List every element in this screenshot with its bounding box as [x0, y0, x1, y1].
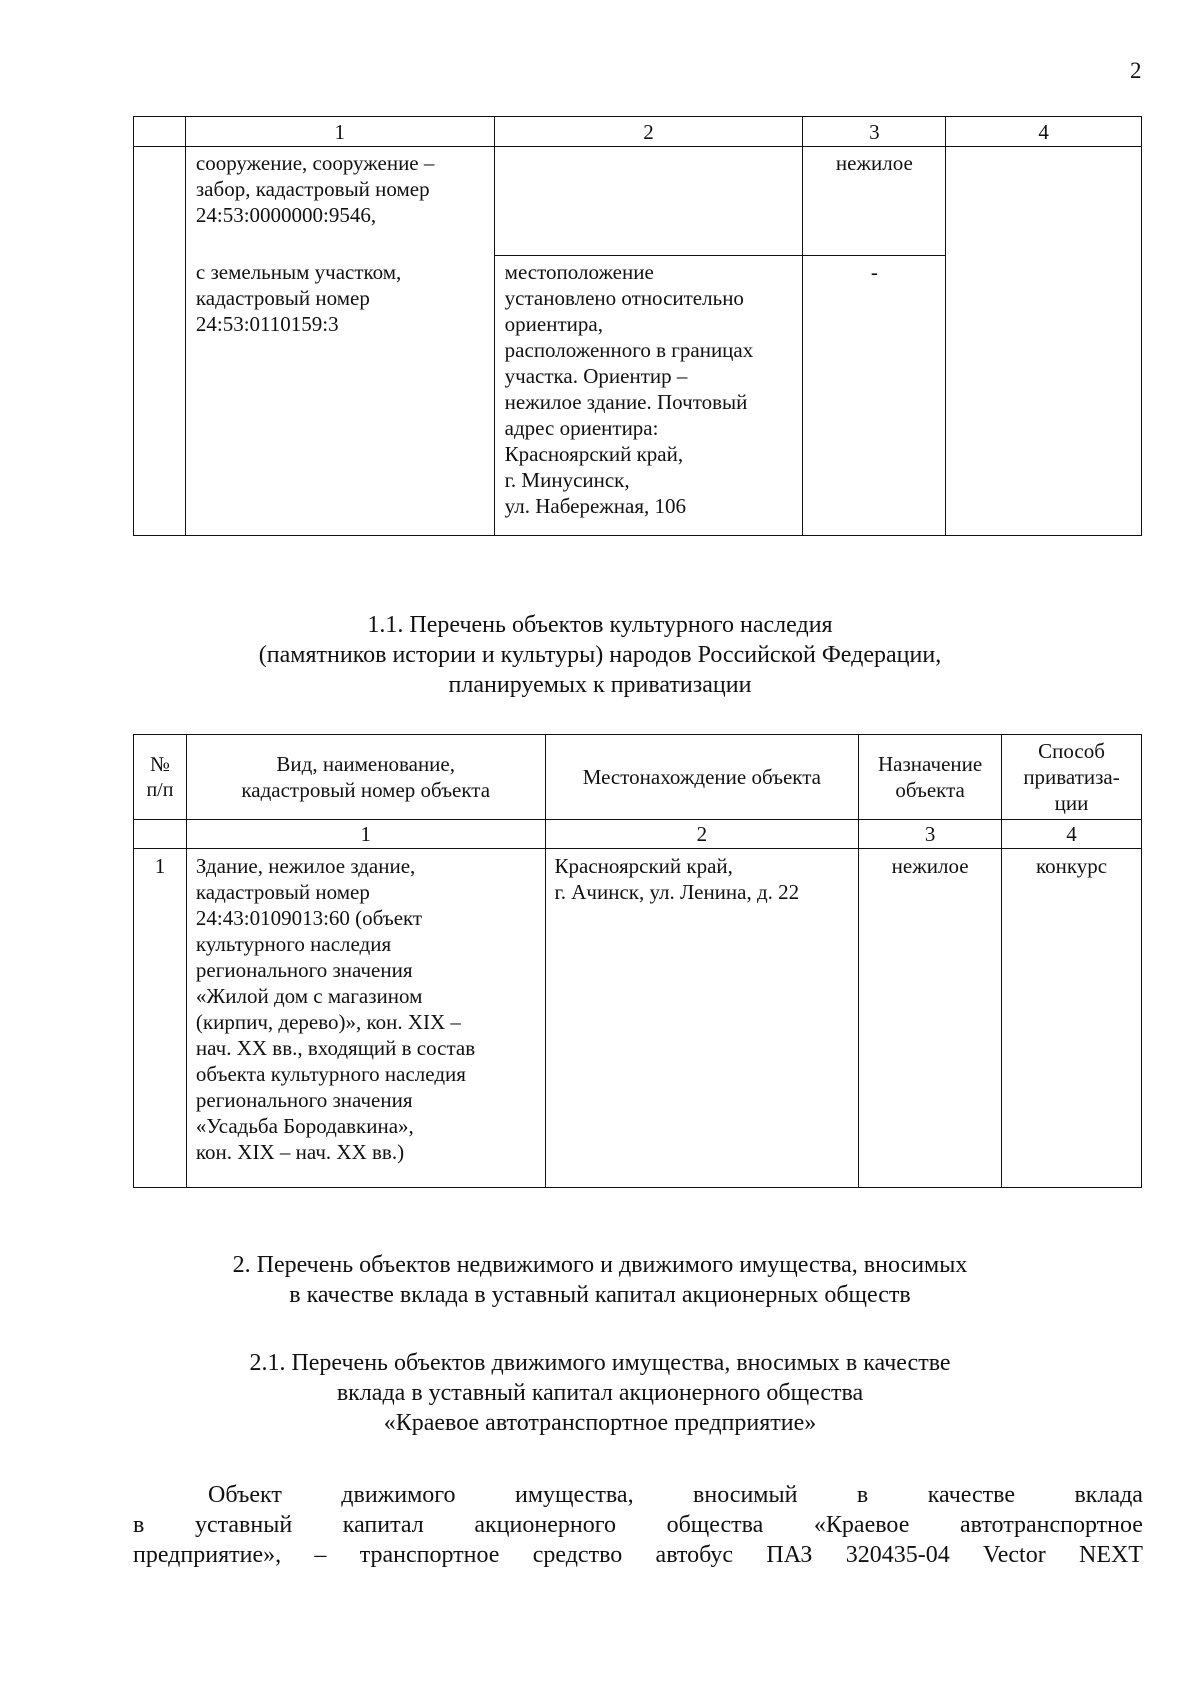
section-heading-2-1: 2.1. Перечень объектов движимого имущества, вносимых в качестве вклада в уставный капитал акционерного общества «Краевое автотранспортное предприятие»: [249, 1350, 951, 1436]
objects-table-continuation: [133, 116, 1142, 536]
purpose-cell: нежилое: [859, 849, 1002, 1188]
cultural-heritage-table: [133, 734, 1142, 1188]
header-cell: 2: [494, 117, 803, 147]
method-cell: [946, 147, 1142, 536]
purpose-cell: нежилое: [803, 147, 946, 256]
header-location: Местонахождение объекта: [545, 735, 859, 820]
header-method: Способ приватиза- ции: [1002, 735, 1142, 820]
section-heading-1-1: 1.1. Перечень объектов культурного наследия (памятников истории и культуры) народов Российской Федерации, планируемых к приватизации: [258, 612, 942, 698]
table-row: [134, 147, 1142, 256]
header-cell: 4: [946, 117, 1142, 147]
location-cell: [494, 147, 803, 256]
paragraph-line: в уставный капитал акционерного общества «Краевое автотранспортное: [133, 1512, 1143, 1538]
location-cell: Красноярский край, г. Ачинск, ул. Ленина, д. 22: [545, 849, 859, 1188]
method-cell: конкурс: [1002, 849, 1142, 1188]
object-cell: сооружение, сооружение – забор, кадастровый номер 24:53:0000000:9546,: [185, 147, 494, 256]
column-number: 3: [859, 820, 1002, 849]
purpose-cell: -: [803, 256, 946, 536]
section-heading-2: 2. Перечень объектов недвижимого и движимого имущества, вносимых в качестве вклада в уставный капитал акционерных обществ: [232, 1252, 968, 1308]
header-cell: 3: [803, 117, 946, 147]
page-number: 2: [1130, 58, 1142, 83]
table-header-row: [134, 117, 1142, 147]
object-cell: Здание, нежилое здание, кадастровый номер 24:43:0109013:60 (объект культурного наследия регионального значения «Жилой дом с магазином (кирпич, дерево)», кон. XIX – нач. XX вв., входящий в состав объекта культурного наследия регионального значения «Усадьба Бородавкина», кон. XIX – нач. XX вв.): [186, 849, 545, 1188]
header-purpose: Назначение объекта: [859, 735, 1002, 820]
body-paragraph: [133, 1480, 1143, 1570]
header-num: № п/п: [134, 735, 187, 820]
column-number: 1: [186, 820, 545, 849]
column-number-row: [134, 820, 1142, 849]
paragraph-line: Объект движимого имущества, вносимый в качестве вклада: [208, 1482, 1143, 1508]
row-number: 1: [134, 849, 187, 1188]
table-header-row: [134, 735, 1142, 820]
header-cell-empty: [134, 820, 187, 849]
number-cell: [134, 147, 186, 536]
header-name: Вид, наименование, кадастровый номер объекта: [186, 735, 545, 820]
paragraph-line: предприятие», – транспортное средство автобус ПАЗ 320435-04 Vector NEXT: [133, 1542, 1143, 1568]
location-cell: местоположение установлено относительно ориентира, расположенного в границах участка. Ориентир – нежилое здание. Почтовый адрес ориентира: Красноярский край, г. Минусинск, ул. Набережная, 106: [494, 256, 803, 536]
object-cell: с земельным участком, кадастровый номер 24:53:0110159:3: [185, 256, 494, 536]
header-cell-empty: [134, 117, 186, 147]
column-number: 4: [1002, 820, 1142, 849]
header-cell: 1: [185, 117, 494, 147]
column-number: 2: [545, 820, 859, 849]
table-row: [134, 849, 1142, 1188]
